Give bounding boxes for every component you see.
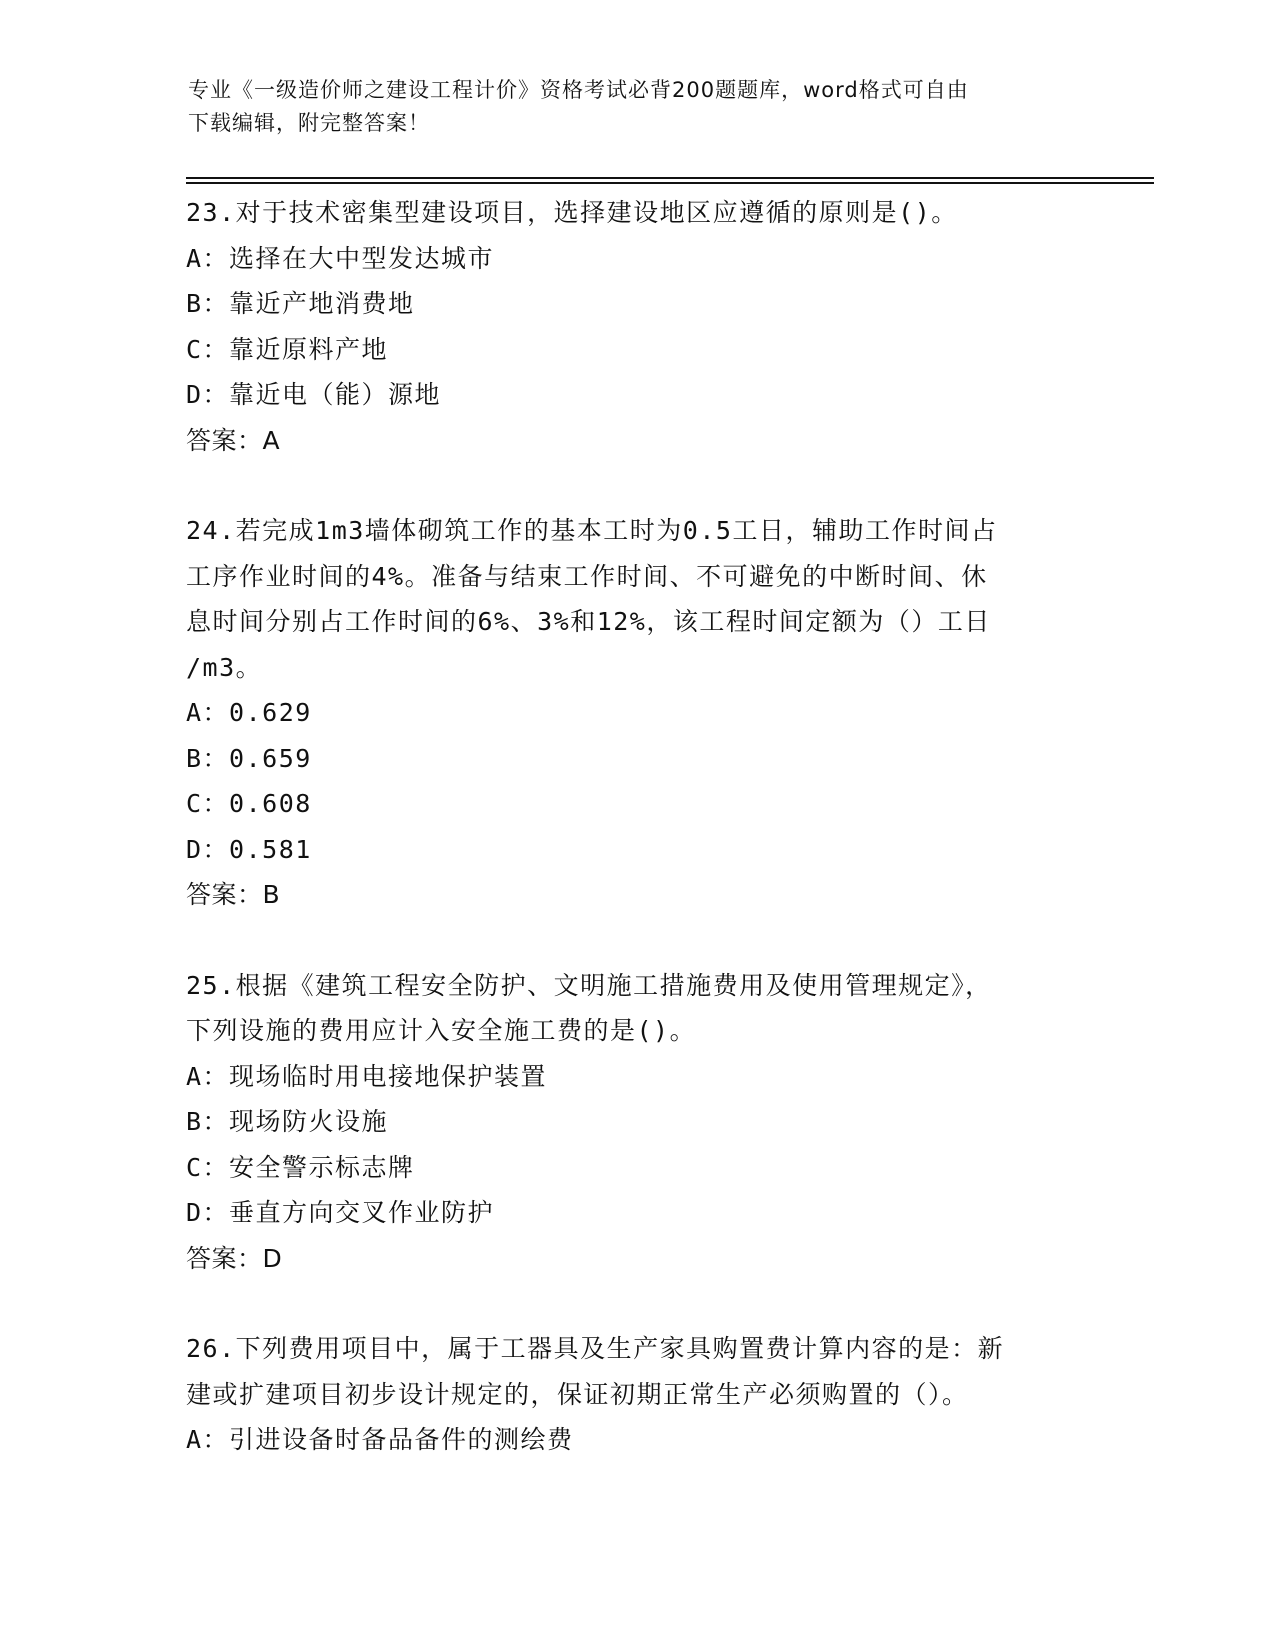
document-header [188, 74, 1088, 140]
option-d: D：0.581 [186, 834, 312, 864]
option-a: A：0.629 [186, 698, 312, 727]
answer-line [186, 872, 1086, 918]
answer-value: D [262, 1243, 283, 1273]
question-stem: /m3。 [186, 652, 263, 682]
answer-line [186, 1236, 1086, 1282]
header-line: 专业《一级造价师之建设工程计价》资格考试必背200题题库，word格式可自由 [188, 78, 969, 102]
question-24 [186, 508, 1086, 918]
question-stem: 工序作业时间的4%。准备与结束工作时间、不可避免的中断时间、休 [186, 561, 988, 591]
option-b: B：现场防火设施 [186, 1107, 389, 1136]
option-b: B：0.659 [186, 743, 312, 773]
question-26 [186, 1326, 1086, 1463]
option-b: B：靠近产地消费地 [186, 289, 415, 318]
option-c: C：0.608 [186, 789, 312, 818]
header-divider-bottom [186, 182, 1154, 184]
question-stem: 25.根据《建筑工程安全防护、文明施工措施费用及使用管理规定》， [186, 970, 992, 1000]
answer-label: 答案： [186, 880, 263, 909]
answer-line [186, 418, 1086, 464]
option-c: C：靠近原料产地 [186, 334, 389, 364]
header-divider-top [186, 177, 1154, 179]
answer-label: 答案： [186, 425, 263, 455]
question-stem: 下列设施的费用应计入安全施工费的是()。 [186, 1016, 697, 1045]
answer-label: 答案： [186, 1243, 263, 1273]
option-d: D：垂直方向交叉作业防护 [186, 1198, 495, 1227]
option-a: A：现场临时用电接地保护装置 [186, 1061, 548, 1091]
question-stem: 建或扩建项目初步设计规定的，保证初期正常生产必须购置的（）。 [186, 1379, 969, 1409]
question-stem: 23.对于技术密集型建设项目，选择建设地区应遵循的原则是()。 [186, 198, 958, 227]
option-a: A：引进设备时备品备件的测绘费 [186, 1425, 574, 1454]
question-list [186, 190, 1086, 1508]
option-d: D：靠近电（能）源地 [186, 380, 442, 409]
question-25 [186, 963, 1086, 1282]
answer-value: B [262, 880, 281, 909]
question-stem: 息时间分别占工作时间的6%、3%和12%，该工程时间定额为（）工日 [186, 607, 991, 636]
option-a: A：选择在大中型发达城市 [186, 243, 495, 273]
option-c: C：安全警示标志牌 [186, 1152, 415, 1182]
question-23 [186, 190, 1086, 463]
header-line: 下载编辑，附完整答案！ [188, 111, 430, 135]
question-stem: 26.下列费用项目中，属于工器具及生产家具购置费计算内容的是：新 [186, 1334, 1005, 1363]
question-stem: 24.若完成1m3墙体砌筑工作的基本工时为0.5工日，辅助工作时间占 [186, 516, 998, 545]
answer-value: A [262, 425, 281, 455]
